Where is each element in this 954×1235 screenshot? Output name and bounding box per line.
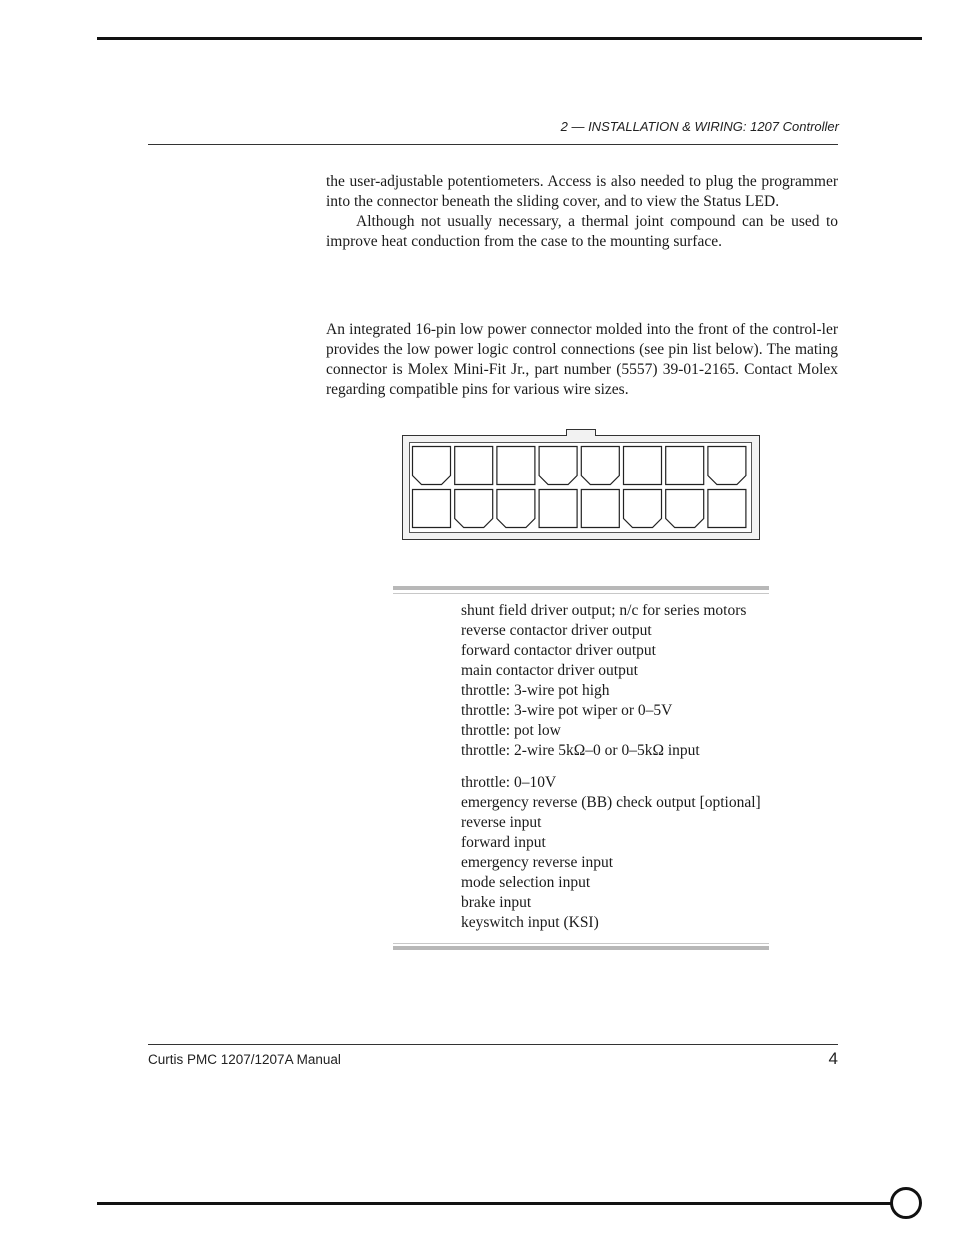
table-rule-bottom xyxy=(393,946,769,950)
pin-description: forward contactor driver output xyxy=(461,642,656,659)
pin-description: main contactor driver output xyxy=(461,662,638,679)
pin-description: throttle: pot low xyxy=(461,722,561,739)
connector-diagram xyxy=(402,429,760,540)
top-rule xyxy=(97,37,922,40)
table-rule-top-thin xyxy=(393,593,769,594)
connector-drawing xyxy=(402,429,760,540)
paragraph-mounting-line-2: Although not usually necessary, a thermal joint compound can be used to improve heat conduction from the case to the mounting surface. xyxy=(326,213,838,250)
pin-description: throttle: 0–10V xyxy=(461,774,557,791)
table-rule-bottom-thin xyxy=(393,943,769,944)
top-row-pin-5 xyxy=(581,447,619,485)
bottom-row-pin-2 xyxy=(455,490,493,528)
top-row-pin-4 xyxy=(539,447,577,485)
pin-description: shunt field driver output; n/c for series motors xyxy=(461,602,747,619)
pin-description: keyswitch input (KSI) xyxy=(461,914,599,931)
header-divider xyxy=(148,144,838,145)
top-row-pin-6 xyxy=(624,447,662,485)
bottom-row-pin-4 xyxy=(539,490,577,528)
pin-description: emergency reverse input xyxy=(461,854,614,871)
pin-description: reverse contactor driver output xyxy=(461,622,652,639)
pin-list-group-b xyxy=(461,773,791,933)
footer-manual-title: Curtis PMC 1207/1207A Manual xyxy=(148,1052,341,1067)
paragraph-mounting-line-1: the user-adjustable potentiometers. Access is also needed to plug the programmer into the connector beneath the sliding cover, and to view the Status LED. xyxy=(326,173,838,210)
bottom-row-pin-7 xyxy=(666,490,704,528)
pin-description: throttle: 3-wire pot wiper or 0–5V xyxy=(461,702,673,719)
pin-list-group-a xyxy=(461,601,791,761)
paragraph-mounting xyxy=(326,172,838,252)
bottom-row-pin-6 xyxy=(624,490,662,528)
top-row-pin-8 xyxy=(708,447,746,485)
bottom-row-pin-5 xyxy=(581,490,619,528)
top-row-pin-2 xyxy=(455,447,493,485)
top-row-pin-1 xyxy=(413,447,451,485)
pin-description: throttle: 2-wire 5kΩ–0 or 0–5kΩ input xyxy=(461,742,700,759)
top-row-pin-7 xyxy=(666,447,704,485)
top-row-pin-3 xyxy=(497,447,535,485)
pin-description: forward input xyxy=(461,834,546,851)
pin-description: reverse input xyxy=(461,814,542,831)
table-rule-top xyxy=(393,586,769,590)
pin-description: emergency reverse (BB) check output [optional] xyxy=(461,794,761,811)
pin-description: throttle: 3-wire pot high xyxy=(461,682,610,699)
pin-description: mode selection input xyxy=(461,874,591,891)
footer-divider xyxy=(148,1044,838,1045)
paragraph-connector: An integrated 16-pin low power connector molded into the front of the control-ler provides the low power logic control connections (see pin list below). The mating connector is Molex Mini-Fit Jr., part number (5557) 39-01-2165. Contact Molex regarding compatible pins for various wire sizes. xyxy=(326,321,838,398)
bottom-row-pin-3 xyxy=(497,490,535,528)
page-corner-circle xyxy=(890,1187,922,1219)
bottom-row-pin-1 xyxy=(413,490,451,528)
page-number: 4 xyxy=(828,1049,838,1068)
pin-description: brake input xyxy=(461,894,532,911)
bottom-rule xyxy=(97,1202,895,1205)
bottom-row-pin-8 xyxy=(708,490,746,528)
running-head: 2 — INSTALLATION & WIRING: 1207 Controller xyxy=(560,119,839,134)
